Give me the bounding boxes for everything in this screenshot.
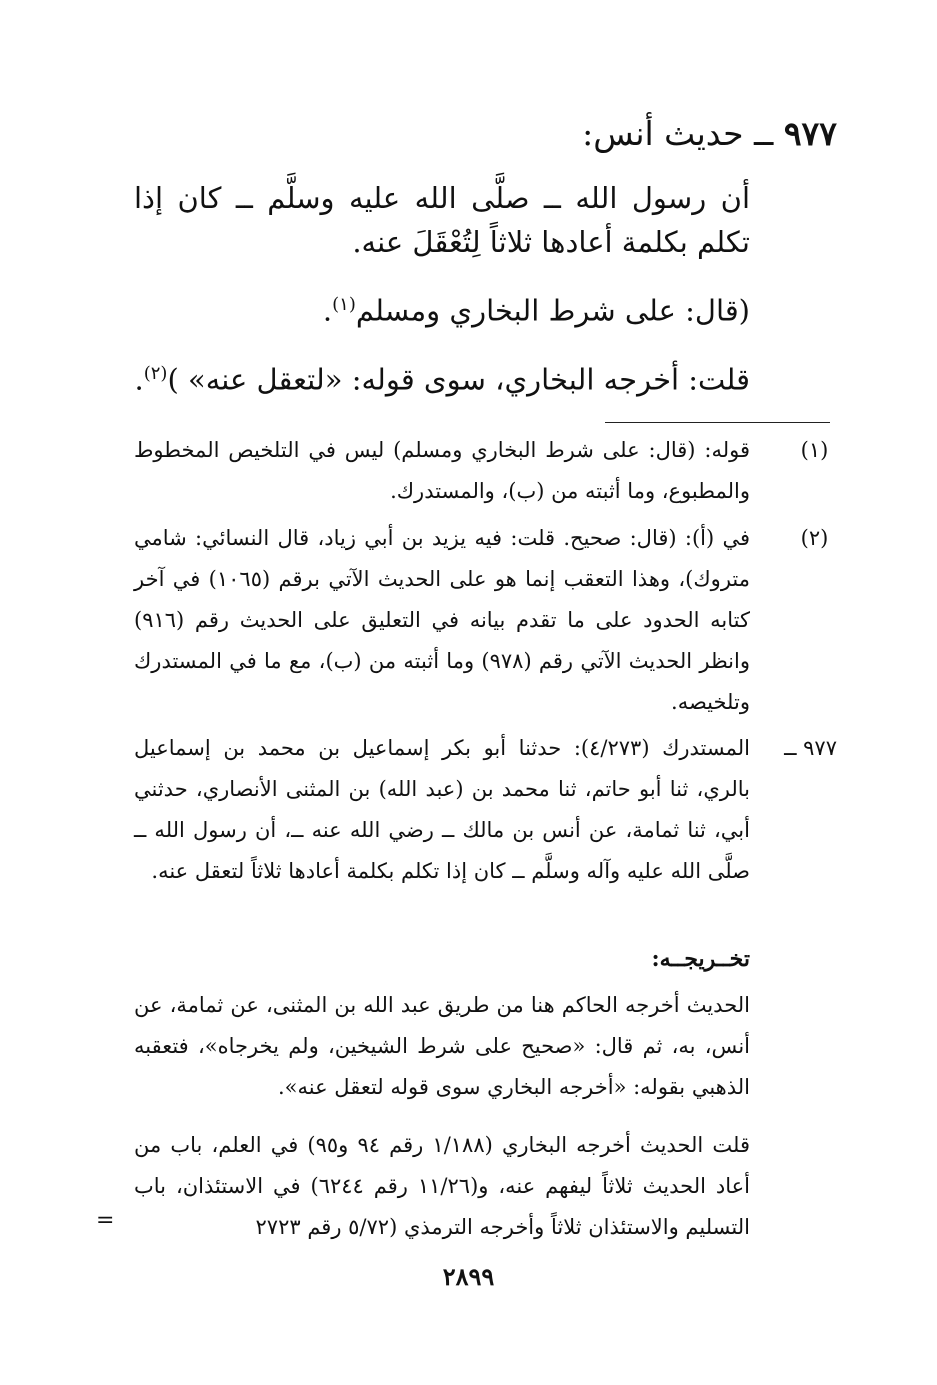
hadith-number: ٩٧٧ [783, 114, 837, 153]
footnote-1 [134, 430, 837, 512]
footnote-ref-2: (٢) [143, 362, 168, 384]
matn-line-1: أن رسول الله ــ صلَّى الله عليه وسلَّم ــ كان إذا تكلم بكلمة [134, 181, 750, 259]
source-note [134, 728, 837, 892]
footnote-number: (١) [800, 438, 829, 462]
takhrij-paragraph-1: الحديث أخرجه الحاكم هنا من طريق عبد الله بن المثنى، عن ثمامة، عن أنس، به، ثم قال: «صحيح على شرط الشيخين، ولم يخرجاه»، فتعقبه الذهبي بقوله: «أخرجه البخاري سوى قوله لتعقل عنه». [134, 993, 750, 1099]
qala-line: (قال: على شرط البخاري ومسلم$^{(١)}$. [322, 293, 750, 328]
matn-line-2: أعادها ثلاثاً لِتُعْقَلَ عنه. [352, 225, 613, 259]
continuation-mark: = [96, 1208, 115, 1233]
hadith-title-text: ــ حديث أنس: [582, 114, 784, 153]
footnote-ref-1: (١) [332, 294, 356, 315]
page-number: ٢٨٩٩ [442, 1262, 495, 1291]
takhrij-paragraph-2: قلت الحديث أخرجه البخاري (١/١٨٨ رقم ٩٤ و٩٥) في العلم، باب من أعاد الحديث ثلاثاً ليفهم عنه، و(١١/٢٦ رقم ٦٢٤٤) في الاستئذان، باب التسليم والاستئذان ثلاثاً وأخرجه الترمذي (٥/٧٢ رقم ٢٧٢٣ [134, 1133, 750, 1239]
source-note-text: المستدرك (٤/٢٧٣): حدثنا أبو بكر إسماعيل بن محمد بن إسماعيل بالري، ثنا أبو حاتم، ثنا محمد بن (عبد الله) بن المثنى الأنصاري، حدثني أبي، ثنا ثمامة، عن أنس بن مالك ــ رضي الله عنه ــ، أن رسول الله ــ صلَّى الله عليه وآله وسلَّم ــ كان إذا تكلم بكلمة أعادها ثلاثاً لتعقل عنه. [134, 736, 750, 883]
hadith-title [582, 114, 837, 153]
hadith-matn [134, 176, 750, 420]
footnote-text: في (أ): (قال: صحيح. قلت: فيه يزيد بن أبي زياد، قال النسائي: شامي متروك)، وهذا التعقب إنما هو على الحديث الآتي برقم (١٠٦٥) في آخر كتابه الحدود على ما تقدم بيانه في التعليق على الحديث رقم (٩١٦) وانظر الحديث الآتي رقم (٩٧٨) وما أثبته من (ب)، مع ما في المستدرك وتلخيصه. [134, 526, 750, 714]
footnote-number: (٢) [800, 526, 829, 550]
footnote-separator [605, 422, 830, 423]
qultu-line: قلت: أخرجه البخاري، سوى قوله: «لتعقل عنه» )$^{(٢)}$. [134, 362, 750, 397]
footnote-text: قوله: (قال: على شرط البخاري ومسلم) ليس في التلخيص المخطوط والمطبوع، وما أثبته من (ب)، والمستدرك. [134, 438, 750, 503]
source-note-number: ٩٧٧ ــ [784, 736, 837, 760]
matn-text [134, 176, 750, 264]
takhrij-heading: تخــريجــه: [651, 946, 750, 972]
footnote-2 [134, 518, 837, 723]
